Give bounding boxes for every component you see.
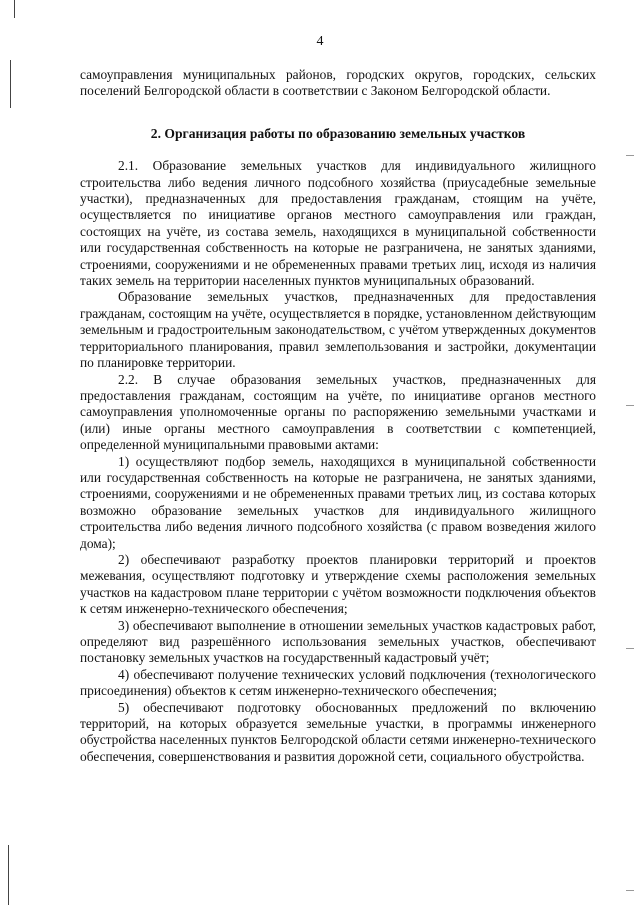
list-item-5: 5) обеспечивают подготовку обоснованных предложений по включению территорий, на которых образуется земельные участки, в программы инженерного обустройства населенных пунктов Белгородской области сетями инженерно-технического обеспечения, совершенствования и развития дорожной сети, социального обустройства.	[80, 699, 596, 764]
scan-edge-mark	[626, 648, 634, 649]
list-item-2: 2) обеспечивают разработку проектов планировки территорий и проектов межевания, осуществляют подготовку и утверждение схемы расположения земельных участков на кадастровом плане территории с учётом возможности подключения объектов к сетям инженерно-технического обеспечения;	[80, 551, 596, 617]
document-body	[80, 67, 596, 765]
paragraph-2-2: 2.2. В случае образования земельных участков, предназначенных для предоставления гражданам, состоящим на учёте, по инициативе органов местного самоуправления уполномоченные органы по распоряжению земельными участками и (или) иные органы местного самоуправления в соответствии с компетенцией, определенной муниципальными правовыми актами:	[80, 371, 596, 453]
page-number: 4	[316, 34, 324, 49]
scan-edge-mark	[8, 845, 9, 905]
section-heading: 2. Организация работы по образованию земельных участков	[150, 125, 526, 141]
scan-edge-mark	[14, 0, 15, 18]
intro-paragraph: самоуправления муниципальных районов, городских округов, городских, сельских поселений Белгородской области в соответствии с Законом Белгородской области.	[80, 67, 596, 99]
scan-edge-mark	[10, 60, 11, 108]
scan-edge-mark	[626, 890, 634, 891]
scan-edge-mark	[626, 405, 634, 406]
scan-edge-mark	[626, 155, 634, 156]
list-item-1: 1) осуществляют подбор земель, находящихся в муниципальной собственности или государственная собственность на которые не разграничена, не занятых зданиями, строениями, сооружениями и не обремененных правами третьих лиц, из состава которых возможно образование земельных участков для индивидуального жилищного строительства либо ведения личного подсобного хозяйства (с правом возведения жилого дома);	[80, 453, 596, 551]
paragraph-formation: Образование земельных участков, предназначенных для предоставления гражданам, состоящим на учёте, осуществляется в порядке, установленном действующим земельным и градостроительным законодательством, с учётом утвержденных документов территориального планирования, правил землепользования и застройки, документации по планировке территории.	[80, 289, 596, 371]
paragraph-2-1: 2.1. Образование земельных участков для индивидуального жилищного строительства либо ведения личного подсобного хозяйства (приусадебные земельные участки), предназначенных для предоставления гражданам, стоящим на учёте, осуществляется по инициативе органов местного самоуправления или граждан, состоящих на учёте, из состава земель, находящихся в муниципальной собственности или государственная собственность на которые не разграничена, не занятых зданиями, строениями, сооружениями и не обремененных правами третьих лиц, исходя из наличия таких земель на территории населенных пунктов муниципальных образований.	[80, 158, 596, 289]
list-item-3: 3) обеспечивают выполнение в отношении земельных участков кадастровых работ, определяют вид разрешённого использования земельных участков, обеспечивают постановку земельных участков на государственный кадастровый учёт;	[80, 617, 596, 666]
list-item-4: 4) обеспечивают получение технических условий подключения (технологического присоединения) объектов к сетям инженерно-технического обеспечения;	[80, 666, 596, 699]
